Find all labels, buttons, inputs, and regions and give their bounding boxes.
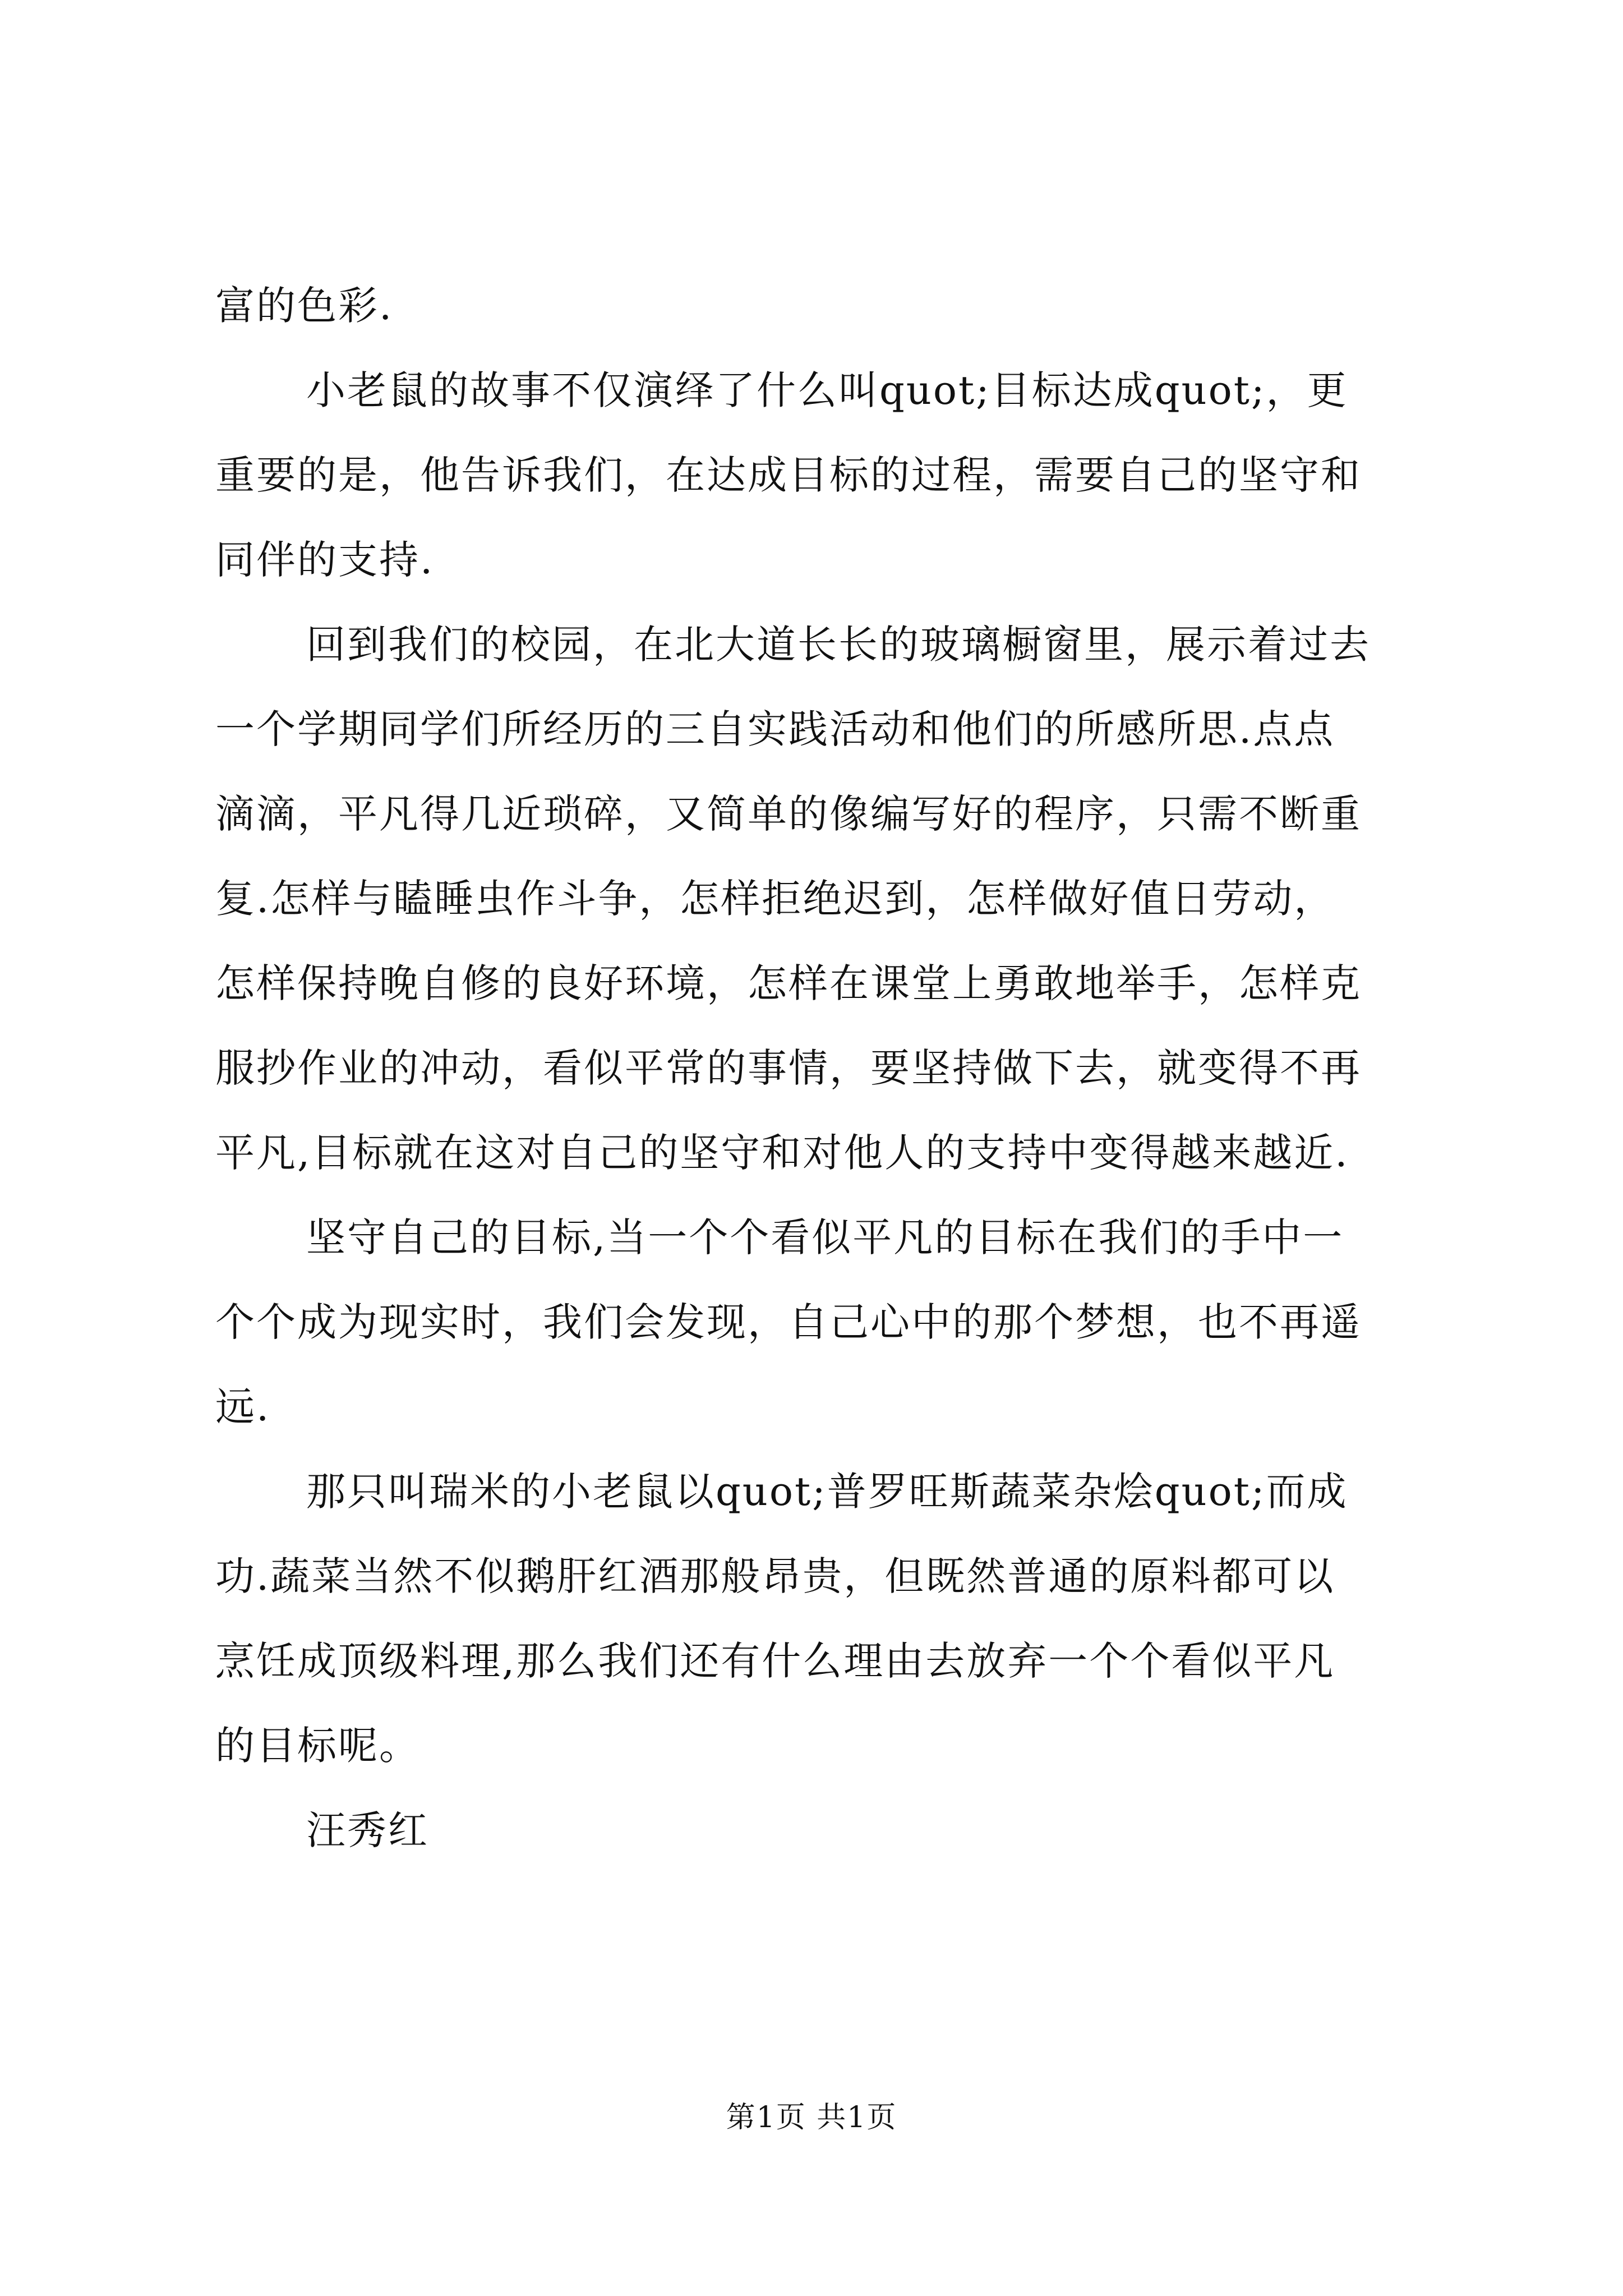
text-line: 个个成为现实时，我们会发现，自己心中的那个梦想，也不再遥 [215, 1299, 1362, 1345]
paragraph-first-line: 小老鼠的故事不仅演绎了什么叫quot;目标达成quot;，更 [306, 367, 1348, 413]
text-line: 同伴的支持. [215, 537, 435, 583]
text-line: 怎样保持晚自修的良好环境，怎样在课堂上勇敢地举手，怎样克 [215, 960, 1362, 1006]
paragraph-first-line: 坚守自己的目标,当一个个看似平凡的目标在我们的手中一 [306, 1214, 1344, 1260]
text-line: 复.怎样与瞌睡虫作斗争，怎样拒绝迟到，怎样做好值日劳动， [215, 876, 1335, 922]
paragraph-first-line: 回到我们的校园，在北大道长长的玻璃橱窗里，展示着过去 [306, 622, 1371, 668]
paragraph-first-line: 那只叫瑞米的小老鼠以quot;普罗旺斯蔬菜杂烩quot;而成 [306, 1469, 1348, 1515]
article-body [215, 264, 1415, 1873]
text-line: 服抄作业的冲动，看似平常的事情，要坚持做下去，就变得不再 [215, 1045, 1362, 1091]
text-line: 重要的是，他告诉我们，在达成目标的过程，需要自己的坚守和 [215, 452, 1362, 498]
text-line: 富的色彩. [215, 283, 394, 329]
text-line: 平凡,目标就在这对自己的坚守和对他人的支持中变得越来越近. [215, 1130, 1349, 1176]
text-line: 功.蔬菜当然不似鹅肝红酒那般昂贵，但既然普通的原料都可以 [215, 1553, 1335, 1599]
text-line: 一个学期同学们所经历的三自实践活动和他们的所感所思.点点 [215, 706, 1335, 752]
text-line: 烹饪成顶级料理,那么我们还有什么理由去放弃一个个看似平凡 [215, 1638, 1335, 1684]
page-footer: 第1页 共1页 [726, 2101, 897, 2134]
text-line: 滴滴，平凡得几近琐碎，又简单的像编写好的程序，只需不断重 [215, 791, 1362, 837]
author-name: 汪秀红 [306, 1807, 429, 1853]
text-line: 的目标呢。 [215, 1723, 420, 1769]
text-line: 远. [215, 1384, 271, 1430]
